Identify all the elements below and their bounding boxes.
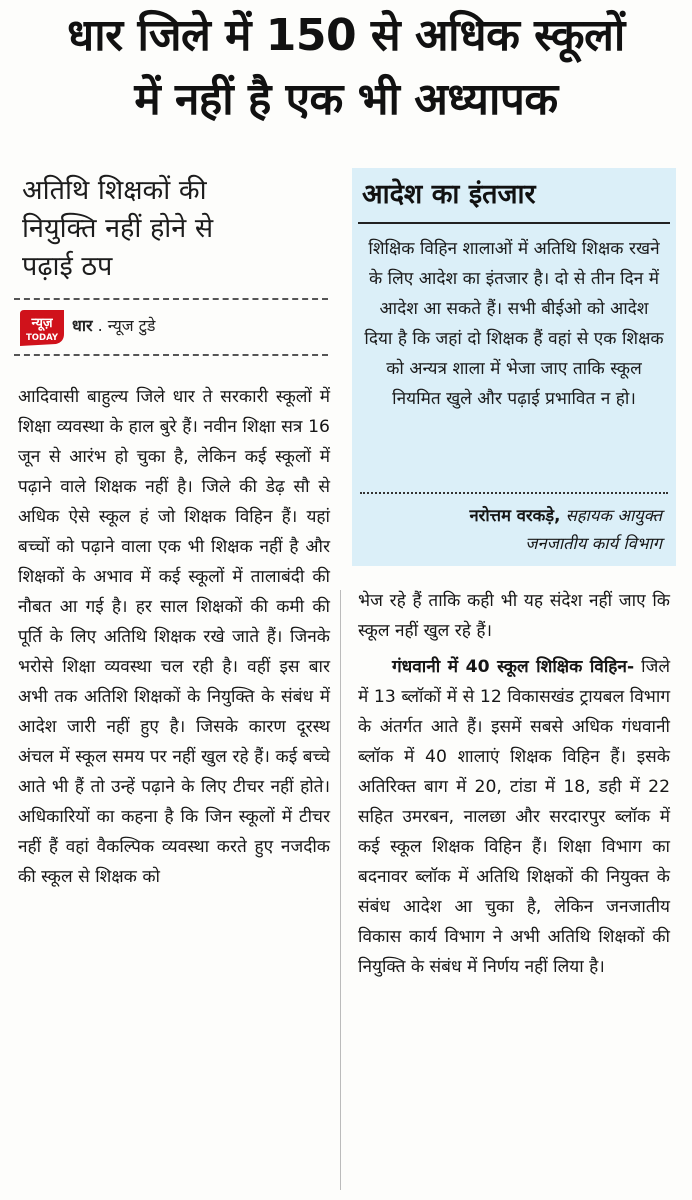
subheadline-line-2: नियुक्ति नहीं होने से bbox=[22, 213, 214, 244]
news-today-logo-icon bbox=[18, 308, 66, 348]
article-left-column bbox=[18, 382, 330, 892]
right-paragraph-2: जिले में 13 ब्लॉकों में से 12 विकासखंड ट्रायबल विभाग के अंतर्गत आते हैं। इसमें सबसे अधिक गंधवानी ब्लॉक में 40 शालाएं शिक्षक विहिन हैं। इसके अतिरिक्त बाग में 20, टांडा में 18, डही में 22 सहित उमरबन, नालछा और सरदारपुर ब्लॉक में कई स्कूल शिक्षक विहिन हैं। शिक्षा विभाग का बदनावर ब्लॉक में अतिथि शिक्षकों की नियुक्त के संबंध आदेश आ चुका है, लेकिन जनजातीय विकास कार्य विभाग ने अभी अतिथि शिक्षकों की नियुक्ति के संबंध में निर्णय नहीं लिया है। bbox=[358, 657, 670, 977]
signature-role: सहायक आयुक्त bbox=[565, 506, 662, 525]
subheadline-line-1: अतिथि शिक्षकों की bbox=[22, 175, 207, 206]
box-text: शिक्षिक विहिन शालाओं में अतिथि शिक्षक रखने के लिए आदेश का इंतजार है। दो से तीन दिन में आदेश आ सकते हैं। सभी बीईओ को आदेश दिया है कि जहां दो शिक्षक हैं वहां से एक शिक्षक को अन्यत्र शाला में भेजा जाए ताकि स्कूल नियमित खुले और पढ़ाई प्रभावित न हो। bbox=[364, 239, 664, 409]
article-right-column bbox=[358, 586, 670, 982]
byline bbox=[14, 306, 328, 352]
column-separator bbox=[340, 590, 341, 1190]
order-awaited-box bbox=[352, 168, 676, 566]
box-signature bbox=[470, 502, 663, 558]
logo-text-bottom: TODAY bbox=[26, 333, 58, 343]
divider-top bbox=[14, 298, 328, 300]
subheadline-line-3: पढ़ाई ठप bbox=[22, 251, 113, 282]
box-rule bbox=[358, 222, 670, 224]
headline-line-2: में नहीं है एक भी अध्यापक bbox=[134, 74, 558, 125]
headline-line-1: धार जिले में 150 से अधिक स्कूलों bbox=[67, 10, 625, 61]
logo-text-top: न्यूज़ bbox=[31, 316, 53, 331]
box-title: आदेश का इंतजार bbox=[362, 179, 536, 210]
left-paragraph: आदिवासी बाहुल्य जिले धार ते सरकारी स्कूलों में शिक्षा व्यवस्था के हाल बुरे हैं। नवीन शिक्षा सत्र 16 जून से आरंभ हो चुका है, लेकिन कई स्कूलों में पढ़ाने वाले शिक्षक नहीं है। जिले की डेढ़ सौ से अधिक ऐसे स्कूल हं जो शिक्षक विहिन हैं। यहां बच्चों को पढ़ाने वाला एक भी शिक्षक नहीं है और शिक्षकों के अभाव में कई स्कूलों में तालाबंदी की नौबत आ गई है। हर साल शिक्षकों की कमी की पूर्ति के लिए अतिथि शिक्षक रखे जाते हैं। जिनके भरोसे शिक्षा व्यवस्था चल रही है। वहीं इस बार अभी तक अतिशि शिक्षकों के नियुक्ति के संबंध में आदेश जारी नहीं हुए है। जिसके कारण दूरस्थ अंचल में स्कूल समय पर नहीं खुल रहे हैं। कई बच्चे आते भी हैं तो उन्हें पढ़ाने के लिए टीचर नहीं होते। अधिकारियों का कहना है कि जिन स्कूलों में टीचर नहीं हैं वहां वैकल्पिक व्यवस्था करते हुए नजदीक की स्कूल से शिक्षक को bbox=[18, 387, 330, 887]
dateline-source: . न्यूज टुडे bbox=[97, 316, 156, 335]
right-paragraph-2-lead: गंधवानी में 40 स्कूल शिक्षिक विहिन- bbox=[392, 657, 635, 677]
signature-name: नरोत्तम वरकड़े, bbox=[469, 506, 561, 525]
dateline bbox=[72, 314, 155, 336]
right-paragraph-1: भेज रहे हैं ताकि कही भी यह संदेश नहीं जाए कि स्कूल नहीं खुल रहे हैं। bbox=[358, 591, 670, 641]
box-dotted-divider bbox=[360, 492, 668, 494]
dateline-location: धार bbox=[72, 316, 93, 335]
subheadline bbox=[22, 172, 322, 286]
signature-department: जनजातीय कार्य विभाग bbox=[525, 534, 662, 553]
headline bbox=[8, 4, 684, 132]
divider-bottom bbox=[14, 354, 328, 356]
